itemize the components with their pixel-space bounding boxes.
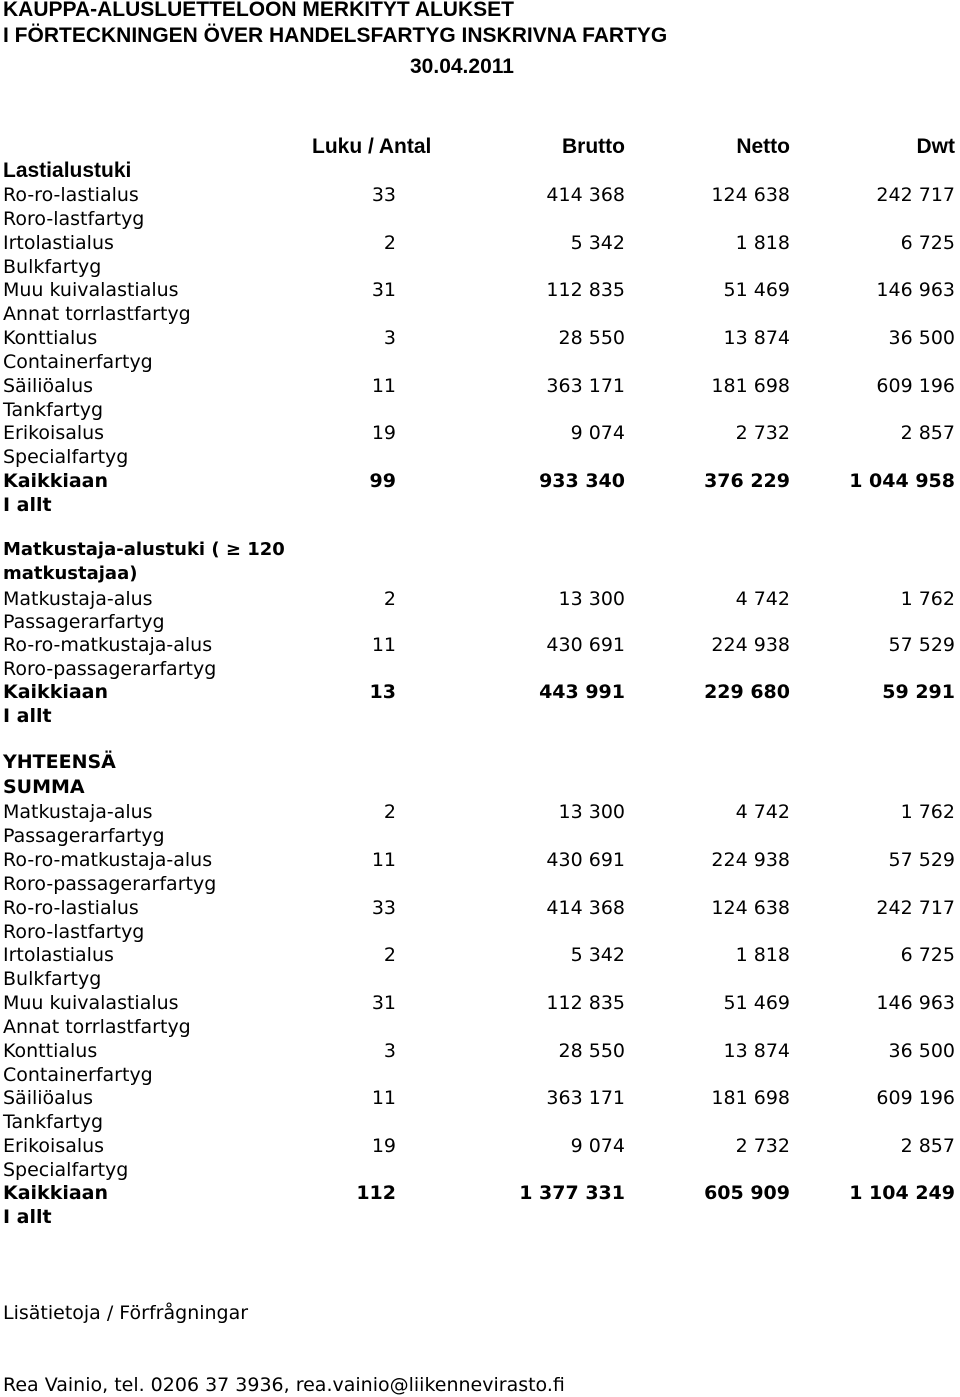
gross-cell: 5 342 — [570, 944, 625, 966]
section-heading: Matkustaja-alustuki ( ≥ 120 — [3, 539, 285, 560]
table-row — [0, 421, 960, 445]
count-cell: 33 — [371, 897, 396, 919]
row-label: Säiliöalus — [3, 375, 94, 397]
dwt-cell: 57 529 — [888, 849, 955, 871]
total-row — [0, 680, 960, 704]
count-cell: 11 — [371, 634, 396, 656]
dwt-cell: 609 196 — [876, 375, 955, 397]
row-sublabel: Specialfartyg — [3, 446, 129, 468]
table-row — [0, 183, 960, 207]
dwt-cell: 1 762 — [900, 801, 955, 823]
row-sublabel-line — [0, 1015, 960, 1039]
total-row — [0, 469, 960, 493]
row-sublabel: Bulkfartyg — [3, 256, 102, 278]
gross-cell: 1 377 331 — [519, 1182, 625, 1204]
section-heading-continued: matkustajaa) — [3, 563, 138, 584]
count-cell: 3 — [383, 1040, 396, 1062]
net-cell: 124 638 — [711, 897, 790, 919]
net-cell: 2 732 — [735, 422, 790, 444]
column-header-net: Netto — [736, 135, 790, 158]
net-cell: 181 698 — [711, 375, 790, 397]
count-cell: 112 — [356, 1182, 396, 1204]
count-cell: 2 — [383, 801, 396, 823]
table-row — [0, 896, 960, 920]
dwt-cell: 609 196 — [876, 1087, 955, 1109]
table-row — [0, 633, 960, 657]
dwt-cell: 36 500 — [888, 1040, 955, 1062]
count-cell: 13 — [369, 681, 396, 703]
gross-cell: 9 074 — [570, 1135, 625, 1157]
gross-cell: 112 835 — [546, 279, 625, 301]
count-cell: 19 — [371, 422, 396, 444]
row-label: Ro-ro-matkustaja-alus — [3, 849, 213, 871]
row-label: Ro-ro-lastialus — [3, 184, 139, 206]
total-row — [0, 1181, 960, 1205]
row-sublabel-line — [0, 610, 960, 634]
total-sublabel: I allt — [3, 494, 52, 516]
document-title-sv: I FÖRTECKNINGEN ÖVER HANDELSFARTYG INSKRIVNA FARTYG — [3, 24, 668, 47]
dwt-cell: 6 725 — [900, 944, 955, 966]
gross-cell: 112 835 — [546, 992, 625, 1014]
count-cell: 31 — [371, 992, 396, 1014]
row-label: Matkustaja-alus — [3, 588, 153, 610]
dwt-cell: 146 963 — [876, 279, 955, 301]
table-row — [0, 1134, 960, 1158]
dwt-cell: 242 717 — [876, 897, 955, 919]
net-cell: 4 742 — [735, 588, 790, 610]
row-sublabel: Specialfartyg — [3, 1159, 129, 1181]
row-sublabel-line — [0, 920, 960, 944]
column-header-gross: Brutto — [562, 135, 625, 158]
count-cell: 31 — [371, 279, 396, 301]
net-cell: 13 874 — [723, 327, 790, 349]
count-cell: 19 — [371, 1135, 396, 1157]
section-heading: Lastialustuki — [3, 159, 132, 182]
dwt-cell: 57 529 — [888, 634, 955, 656]
count-cell: 33 — [371, 184, 396, 206]
gross-cell: 933 340 — [539, 470, 625, 492]
net-cell: 1 818 — [735, 232, 790, 254]
gross-cell: 28 550 — [558, 327, 625, 349]
row-label: Konttialus — [3, 327, 98, 349]
section-heading: YHTEENSÄ — [3, 751, 116, 773]
row-sublabel: Passagerarfartyg — [3, 825, 165, 847]
table-row — [0, 1039, 960, 1063]
gross-cell: 28 550 — [558, 1040, 625, 1062]
dwt-cell: 6 725 — [900, 232, 955, 254]
gross-cell: 5 342 — [570, 232, 625, 254]
table-row — [0, 800, 960, 824]
table-row — [0, 374, 960, 398]
row-sublabel: Tankfartyg — [3, 1111, 104, 1133]
net-cell: 4 742 — [735, 801, 790, 823]
row-sublabel: Containerfartyg — [3, 1064, 153, 1086]
row-label: Erikoisalus — [3, 1135, 105, 1157]
net-cell: 376 229 — [704, 470, 790, 492]
count-cell: 2 — [383, 944, 396, 966]
table-row — [0, 326, 960, 350]
total-sublabel: I allt — [3, 705, 52, 727]
dwt-cell: 2 857 — [900, 422, 955, 444]
row-label: Muu kuivalastialus — [3, 279, 179, 301]
row-label: Irtolastialus — [3, 944, 114, 966]
total-label: Kaikkiaan — [3, 1182, 109, 1204]
row-label: Matkustaja-alus — [3, 801, 153, 823]
row-sublabel: Annat torrlastfartyg — [3, 1016, 191, 1038]
row-sublabel: Passagerarfartyg — [3, 611, 165, 633]
row-sublabel: Roro-lastfartyg — [3, 208, 145, 230]
net-cell: 229 680 — [704, 681, 790, 703]
dwt-cell: 1 104 249 — [849, 1182, 955, 1204]
contact-line: Rea Vainio, tel. 0206 37 3936, rea.vainio@liikennevirasto.fi — [3, 1374, 565, 1396]
table-row — [0, 231, 960, 255]
row-sublabel: Containerfartyg — [3, 351, 153, 373]
table-row — [0, 1086, 960, 1110]
count-cell: 99 — [369, 470, 396, 492]
gross-cell: 430 691 — [546, 634, 625, 656]
total-label: Kaikkiaan — [3, 681, 109, 703]
row-sublabel-line — [0, 824, 960, 848]
table-row — [0, 943, 960, 967]
row-sublabel: Roro-passagerarfartyg — [3, 658, 217, 680]
document-title-fi: KAUPPA-ALUSLUETTELOON MERKITYT ALUKSET — [3, 0, 514, 21]
row-label: Konttialus — [3, 1040, 98, 1062]
row-sublabel-line — [0, 967, 960, 991]
document-date: 30.04.2011 — [410, 55, 514, 78]
net-cell: 2 732 — [735, 1135, 790, 1157]
net-cell: 124 638 — [711, 184, 790, 206]
info-heading: Lisätietoja / Förfrågningar — [3, 1302, 249, 1324]
row-sublabel: Tankfartyg — [3, 399, 104, 421]
total-sublabel: I allt — [3, 1206, 52, 1228]
total-sublabel-line — [0, 493, 960, 517]
row-sublabel-line — [0, 1110, 960, 1134]
column-header-dwt: Dwt — [916, 135, 955, 158]
gross-cell: 363 171 — [546, 375, 625, 397]
row-sublabel-line — [0, 302, 960, 326]
table-row — [0, 587, 960, 611]
gross-cell: 414 368 — [546, 184, 625, 206]
total-label: Kaikkiaan — [3, 470, 109, 492]
table-row — [0, 848, 960, 872]
gross-cell: 363 171 — [546, 1087, 625, 1109]
net-cell: 605 909 — [704, 1182, 790, 1204]
total-sublabel-line — [0, 704, 960, 728]
section-heading-continued: SUMMA — [3, 776, 85, 798]
row-sublabel-line — [0, 350, 960, 374]
row-sublabel-line — [0, 872, 960, 896]
row-sublabel-line — [0, 1158, 960, 1182]
count-cell: 2 — [383, 232, 396, 254]
dwt-cell: 242 717 — [876, 184, 955, 206]
dwt-cell: 1 044 958 — [849, 470, 955, 492]
row-label: Erikoisalus — [3, 422, 105, 444]
net-cell: 1 818 — [735, 944, 790, 966]
row-sublabel: Roro-passagerarfartyg — [3, 873, 217, 895]
gross-cell: 443 991 — [539, 681, 625, 703]
row-sublabel: Annat torrlastfartyg — [3, 303, 191, 325]
net-cell: 51 469 — [723, 279, 790, 301]
gross-cell: 414 368 — [546, 897, 625, 919]
gross-cell: 9 074 — [570, 422, 625, 444]
net-cell: 51 469 — [723, 992, 790, 1014]
row-label: Irtolastialus — [3, 232, 114, 254]
row-sublabel-line — [0, 255, 960, 279]
net-cell: 181 698 — [711, 1087, 790, 1109]
dwt-cell: 2 857 — [900, 1135, 955, 1157]
count-cell: 3 — [383, 327, 396, 349]
total-sublabel-line — [0, 1205, 960, 1229]
count-cell: 11 — [371, 849, 396, 871]
dwt-cell: 146 963 — [876, 992, 955, 1014]
row-sublabel: Roro-lastfartyg — [3, 921, 145, 943]
row-sublabel-line — [0, 445, 960, 469]
count-cell: 11 — [371, 375, 396, 397]
net-cell: 13 874 — [723, 1040, 790, 1062]
row-sublabel-line — [0, 657, 960, 681]
row-label: Muu kuivalastialus — [3, 992, 179, 1014]
table-row — [0, 991, 960, 1015]
row-sublabel-line — [0, 398, 960, 422]
count-cell: 11 — [371, 1087, 396, 1109]
count-cell: 2 — [383, 588, 396, 610]
row-sublabel-line — [0, 1063, 960, 1087]
dwt-cell: 1 762 — [900, 588, 955, 610]
gross-cell: 430 691 — [546, 849, 625, 871]
net-cell: 224 938 — [711, 849, 790, 871]
column-header-count: Luku / Antal — [312, 135, 432, 158]
gross-cell: 13 300 — [558, 801, 625, 823]
net-cell: 224 938 — [711, 634, 790, 656]
row-label: Säiliöalus — [3, 1087, 94, 1109]
row-sublabel-line — [0, 207, 960, 231]
row-label: Ro-ro-matkustaja-alus — [3, 634, 213, 656]
dwt-cell: 36 500 — [888, 327, 955, 349]
row-sublabel: Bulkfartyg — [3, 968, 102, 990]
gross-cell: 13 300 — [558, 588, 625, 610]
dwt-cell: 59 291 — [882, 681, 955, 703]
table-row — [0, 278, 960, 302]
row-label: Ro-ro-lastialus — [3, 897, 139, 919]
